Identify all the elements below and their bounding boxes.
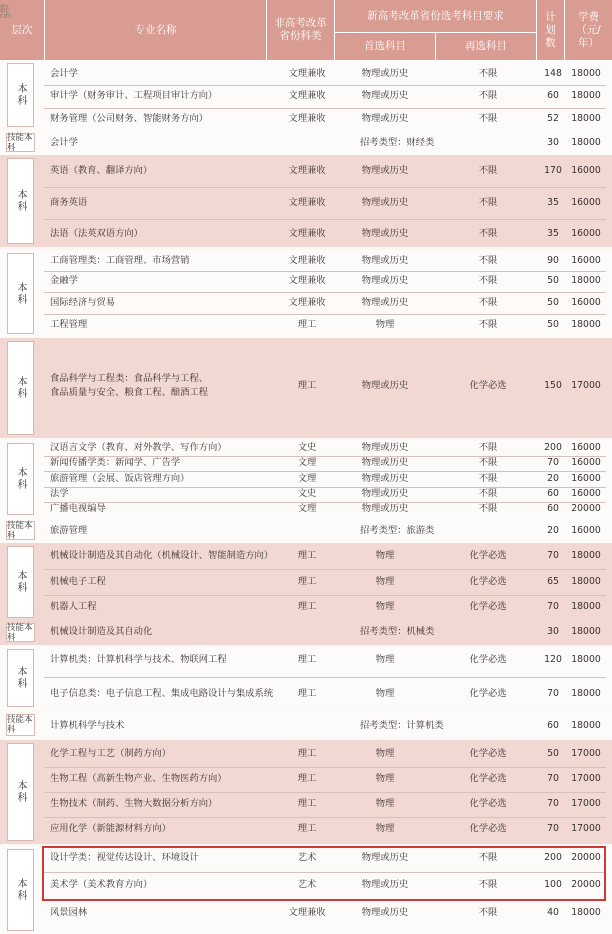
second-subject: 不限 [478, 442, 498, 453]
plan-count: 20 [547, 473, 559, 484]
major-name: 机械电子工程 [50, 576, 106, 587]
row-divider [44, 792, 606, 793]
second-subject: 不限 [478, 907, 498, 918]
major-name: 金融学 [50, 275, 78, 286]
plan-count: 60 [547, 503, 559, 514]
second-subject: 化学必选 [469, 380, 507, 391]
category: 文理兼收 [288, 68, 326, 79]
tuition-fee: 18000 [571, 319, 601, 330]
plan-count: 148 [544, 68, 562, 79]
first-subject: 物理或历史 [361, 228, 409, 239]
first-subject: 物理 [375, 688, 395, 699]
category: 文理兼收 [288, 907, 326, 918]
level-label: 本科 [7, 253, 34, 334]
major-name: 工商管理类：工商管理、市场营销 [50, 255, 190, 266]
side-mark: 院 [0, 5, 10, 15]
second-subject: 不限 [478, 473, 498, 484]
second-subject: 不限 [478, 852, 498, 863]
plan-count: 35 [547, 228, 559, 239]
major-name-line2: 食品质量与安全、粮食工程、酿酒工程 [50, 387, 209, 398]
level-label: 技能本科 [6, 714, 35, 736]
level-label: 本科 [7, 849, 34, 931]
plan-count: 100 [544, 879, 562, 890]
tuition-fee: 18000 [571, 275, 601, 286]
first-subject: 物理或历史 [361, 503, 409, 514]
plan-count: 170 [544, 165, 562, 176]
level-label: 本科 [7, 649, 34, 707]
header-non-reform: 非高考改革省份科类 [266, 0, 334, 60]
category: 文理兼收 [288, 255, 326, 266]
tuition-fee: 16000 [571, 197, 601, 208]
second-subject: 化学必选 [469, 576, 507, 587]
major-name: 英语（教育、翻译方向） [50, 165, 153, 176]
tuition-fee: 16000 [571, 255, 601, 266]
first-subject: 物理或历史 [361, 488, 409, 499]
plan-count: 120 [544, 654, 562, 665]
second-subject: 不限 [478, 503, 498, 514]
major-name: 会计学 [50, 137, 78, 148]
tuition-fee: 16000 [571, 228, 601, 239]
second-subject: 不限 [478, 457, 498, 468]
tuition-fee: 17000 [571, 798, 601, 809]
side-mark: CITY [0, 14, 12, 20]
category: 文史 [297, 442, 317, 453]
tuition-fee: 16000 [571, 457, 601, 468]
second-subject: 化学必选 [469, 688, 507, 699]
level-label: 技能本科 [6, 521, 35, 540]
exam-type: 招考类型：机械类 [360, 626, 435, 637]
tuition-fee: 17000 [571, 748, 601, 759]
header-reform: 新高考改革省份选考科目要求 [334, 0, 536, 32]
second-subject: 不限 [478, 297, 498, 308]
first-subject: 物理 [375, 319, 395, 330]
tuition-fee: 18000 [571, 137, 601, 148]
first-subject: 物理或历史 [361, 473, 409, 484]
first-subject: 物理 [375, 601, 395, 612]
category: 文理兼收 [288, 228, 326, 239]
tuition-fee: 17000 [571, 380, 601, 391]
row-divider [44, 85, 606, 86]
tuition-fee: 18000 [571, 90, 601, 101]
category: 文理 [297, 457, 317, 468]
category: 文理 [297, 503, 317, 514]
tuition-fee: 17000 [571, 773, 601, 784]
category: 文理 [297, 473, 317, 484]
plan-count: 70 [547, 798, 559, 809]
header-first-subject: 首选科目 [334, 32, 435, 60]
category: 文理兼收 [288, 197, 326, 208]
header-major-name: 专业名称 [44, 0, 266, 60]
major-name: 新闻传播学类：新闻学、广告学 [50, 457, 181, 468]
exam-type: 招考类型：财经类 [360, 137, 435, 148]
plan-count: 70 [547, 550, 559, 561]
second-subject: 不限 [478, 879, 498, 890]
plan-count: 30 [547, 626, 559, 637]
tuition-fee: 18000 [571, 68, 601, 79]
tuition-fee: 18000 [571, 550, 601, 561]
second-subject: 不限 [478, 319, 498, 330]
major-name: 工程管理 [50, 319, 88, 330]
major-name: 美术学（美术教育方向） [50, 879, 153, 890]
row-divider [44, 817, 606, 818]
second-subject: 不限 [478, 68, 498, 79]
plan-count: 60 [547, 720, 559, 731]
header-second-subject: 再选科目 [435, 32, 536, 60]
category: 理工 [297, 319, 317, 330]
major-name: 设计学类：视觉传达设计、环境设计 [50, 852, 199, 863]
plan-count: 90 [547, 255, 559, 266]
first-subject: 物理 [375, 654, 395, 665]
second-subject: 不限 [478, 255, 498, 266]
header-plan: 计划数 [536, 0, 564, 60]
tuition-fee: 17000 [571, 823, 601, 834]
plan-count: 50 [547, 319, 559, 330]
second-subject: 不限 [478, 488, 498, 499]
first-subject: 物理或历史 [361, 165, 409, 176]
tuition-fee: 18000 [571, 626, 601, 637]
second-subject: 不限 [478, 165, 498, 176]
plan-count: 40 [547, 907, 559, 918]
first-subject: 物理或历史 [361, 90, 409, 101]
second-subject: 不限 [478, 197, 498, 208]
tuition-fee: 18000 [571, 601, 601, 612]
major-name: 应用化学（新能源材料方向） [50, 823, 171, 834]
exam-type: 招考类型：计算机类 [360, 720, 444, 731]
major-name: 机器人工程 [50, 601, 97, 612]
category: 文理兼收 [288, 165, 326, 176]
category: 理工 [297, 688, 317, 699]
level-label: 本科 [7, 63, 34, 127]
plan-count: 60 [547, 90, 559, 101]
plan-count: 60 [547, 488, 559, 499]
first-subject: 物理 [375, 576, 395, 587]
row-divider [44, 187, 606, 188]
row-divider [44, 872, 606, 873]
level-label: 本科 [7, 341, 34, 435]
second-subject: 化学必选 [469, 550, 507, 561]
header-fee: 学费（元/年） [564, 0, 612, 60]
row-divider [44, 767, 606, 768]
plan-count: 150 [544, 380, 562, 391]
level-label: 本科 [7, 158, 34, 244]
plan-count: 50 [547, 748, 559, 759]
first-subject: 物理 [375, 550, 395, 561]
plan-count: 35 [547, 197, 559, 208]
category: 理工 [297, 654, 317, 665]
row-divider [44, 271, 606, 272]
tuition-fee: 20000 [571, 503, 601, 514]
first-subject: 物理 [375, 798, 395, 809]
second-subject: 化学必选 [469, 798, 507, 809]
level-label: 本科 [7, 546, 34, 618]
major-name: 财务管理（公司财务、智能财务方向） [50, 113, 209, 124]
category: 理工 [297, 380, 317, 391]
first-subject: 物理或历史 [361, 197, 409, 208]
tuition-fee: 16000 [571, 165, 601, 176]
first-subject: 物理或历史 [361, 852, 409, 863]
first-subject: 物理或历史 [361, 255, 409, 266]
major-name: 机械设计制造及其自动化（机械设计、智能制造方向） [50, 550, 274, 561]
plan-count: 200 [544, 442, 562, 453]
plan-count: 52 [547, 113, 559, 124]
plan-count: 30 [547, 137, 559, 148]
first-subject: 物理或历史 [361, 879, 409, 890]
category: 理工 [297, 576, 317, 587]
major-name: 法语（法英双语方向） [50, 228, 143, 239]
second-subject: 化学必选 [469, 773, 507, 784]
second-subject: 不限 [478, 275, 498, 286]
first-subject: 物理或历史 [361, 442, 409, 453]
first-subject: 物理 [375, 823, 395, 834]
tuition-fee: 18000 [571, 907, 601, 918]
row-divider [44, 677, 606, 678]
plan-count: 65 [547, 576, 559, 587]
row-divider [44, 471, 606, 472]
major-name: 计算机类：计算机科学与技术、物联网工程 [50, 654, 227, 665]
first-subject: 物理或历史 [361, 113, 409, 124]
tuition-fee: 18000 [571, 113, 601, 124]
tuition-fee: 18000 [571, 654, 601, 665]
major-name: 电子信息类：电子信息工程、集成电路设计与集成系统 [50, 688, 274, 699]
first-subject: 物理或历史 [361, 457, 409, 468]
major-name: 审计学（财务审计、工程项目审计方向） [50, 90, 218, 101]
category: 艺术 [297, 879, 317, 890]
second-subject: 化学必选 [469, 748, 507, 759]
major-name: 生物工程（高新生物产业、生物医药方向） [50, 773, 227, 784]
first-subject: 物理或历史 [361, 297, 409, 308]
row-divider [44, 595, 606, 596]
major-name: 化学工程与工艺（制药方向） [50, 748, 171, 759]
second-subject: 不限 [478, 113, 498, 124]
tuition-fee: 16000 [571, 525, 601, 536]
plan-count: 70 [547, 457, 559, 468]
major-name: 广播电视编导 [50, 503, 106, 514]
major-name: 旅游管理 [50, 525, 88, 536]
major-name: 风景园林 [50, 907, 88, 918]
second-subject: 不限 [478, 228, 498, 239]
second-subject: 化学必选 [469, 823, 507, 834]
row-divider [44, 569, 606, 570]
plan-count: 200 [544, 852, 562, 863]
category: 文史 [297, 488, 317, 499]
plan-count: 70 [547, 688, 559, 699]
tuition-fee: 18000 [571, 576, 601, 587]
level-label: 本科 [7, 443, 34, 515]
first-subject: 物理或历史 [361, 380, 409, 391]
category: 艺术 [297, 852, 317, 863]
row-divider [44, 292, 606, 293]
major-name: 会计学 [50, 68, 78, 79]
tuition-fee: 16000 [571, 442, 601, 453]
major-name: 食品科学与工程类：食品科学与工程、 [50, 373, 209, 384]
major-name: 旅游管理（会展、饭店管理方向） [50, 473, 190, 484]
row-divider [44, 899, 606, 900]
category: 文理兼收 [288, 275, 326, 286]
row-divider [44, 219, 606, 220]
tuition-fee: 18000 [571, 720, 601, 731]
category: 理工 [297, 748, 317, 759]
row-divider [44, 108, 606, 109]
plan-count: 70 [547, 601, 559, 612]
category: 文理兼收 [288, 113, 326, 124]
tuition-fee: 20000 [571, 852, 601, 863]
plan-count: 50 [547, 275, 559, 286]
major-name: 计算机科学与技术 [50, 720, 125, 731]
level-label: 技能本科 [6, 623, 35, 642]
tuition-fee: 18000 [571, 688, 601, 699]
plan-count: 50 [547, 297, 559, 308]
tuition-fee: 16000 [571, 488, 601, 499]
category: 理工 [297, 823, 317, 834]
second-subject: 化学必选 [469, 654, 507, 665]
first-subject: 物理或历史 [361, 68, 409, 79]
category: 理工 [297, 550, 317, 561]
category: 文理兼收 [288, 297, 326, 308]
major-name: 汉语言文学（教育、对外教学、写作方向） [50, 442, 227, 453]
level-label: 本科 [7, 743, 34, 841]
first-subject: 物理或历史 [361, 275, 409, 286]
first-subject: 物理 [375, 748, 395, 759]
plan-count: 70 [547, 773, 559, 784]
category: 理工 [297, 773, 317, 784]
plan-count: 20 [547, 525, 559, 536]
row-divider [44, 314, 606, 315]
first-subject: 物理 [375, 773, 395, 784]
tuition-fee: 16000 [571, 473, 601, 484]
major-name: 法学 [50, 488, 69, 499]
major-name: 商务英语 [50, 197, 88, 208]
major-name: 生物技术（制药、生物大数据分析方向） [50, 798, 218, 809]
category: 理工 [297, 798, 317, 809]
exam-type: 招考类型：旅游类 [360, 525, 435, 536]
category: 文理兼收 [288, 90, 326, 101]
major-name: 机械设计制造及其自动化 [50, 626, 153, 637]
tuition-fee: 16000 [571, 297, 601, 308]
level-label: 技能本科 [6, 133, 35, 152]
first-subject: 物理或历史 [361, 907, 409, 918]
second-subject: 不限 [478, 90, 498, 101]
tuition-fee: 20000 [571, 879, 601, 890]
plan-count: 70 [547, 823, 559, 834]
major-name: 国际经济与贸易 [50, 297, 116, 308]
category: 理工 [297, 601, 317, 612]
header-level: 层次 [0, 0, 44, 60]
second-subject: 化学必选 [469, 601, 507, 612]
